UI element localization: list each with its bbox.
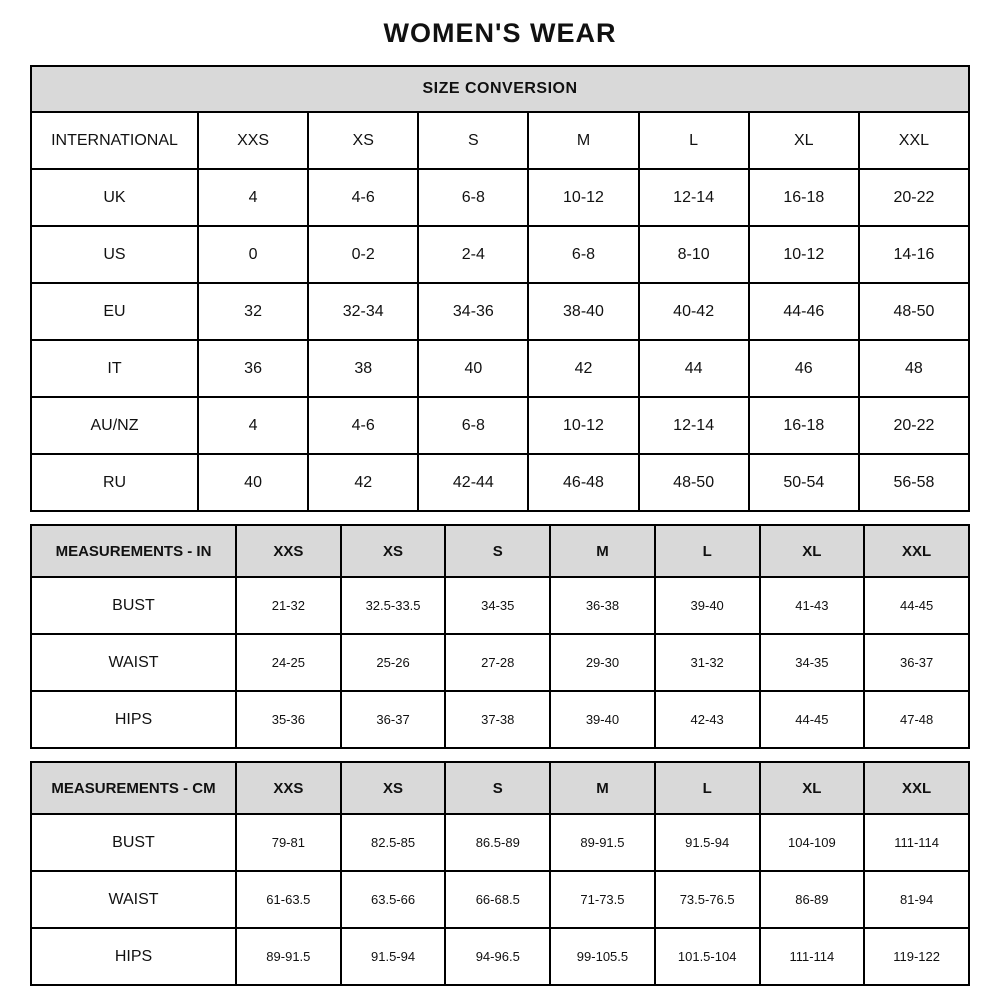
size-cell: 48 (859, 340, 969, 397)
measurement-cell: 37-38 (445, 691, 550, 748)
size-cell: 4-6 (308, 397, 418, 454)
size-col-header: XL (760, 762, 865, 814)
size-cell: 40 (418, 340, 528, 397)
size-col-header: XXS (236, 762, 341, 814)
size-cell: 42 (528, 340, 638, 397)
size-col-header: XL (760, 525, 865, 577)
row-label: UK (31, 169, 198, 226)
size-col-header: XXS (236, 525, 341, 577)
size-col-header: S (445, 762, 550, 814)
measurement-cell: 73.5-76.5 (655, 871, 760, 928)
size-cell: 10-12 (528, 169, 638, 226)
size-col-header: XL (749, 112, 859, 169)
corner-label: MEASUREMENTS - IN (31, 525, 236, 577)
measurement-cell: 21-32 (236, 577, 341, 634)
size-col-header: M (528, 112, 638, 169)
size-cell: 32-34 (308, 283, 418, 340)
measurements-cm-header-row (31, 762, 969, 814)
measurement-cell: 47-48 (864, 691, 969, 748)
size-cell: 40-42 (639, 283, 749, 340)
size-cell: 48-50 (859, 283, 969, 340)
size-cell: 4-6 (308, 169, 418, 226)
measurement-cell: 101.5-104 (655, 928, 760, 985)
measurement-cell: 36-37 (864, 634, 969, 691)
size-cell: 36 (198, 340, 308, 397)
size-cell: 16-18 (749, 397, 859, 454)
measurement-cell: 25-26 (341, 634, 446, 691)
size-cell: 40 (198, 454, 308, 511)
measurements-in-table (30, 524, 970, 749)
size-cell: 14-16 (859, 226, 969, 283)
table-row (31, 397, 969, 454)
size-cell: 48-50 (639, 454, 749, 511)
row-label: RU (31, 454, 198, 511)
measurement-cell: 29-30 (550, 634, 655, 691)
measurement-cell: 111-114 (864, 814, 969, 871)
size-cell: 32 (198, 283, 308, 340)
row-label: IT (31, 340, 198, 397)
measurement-cell: 32.5-33.5 (341, 577, 446, 634)
size-cell: 0 (198, 226, 308, 283)
measurement-cell: 99-105.5 (550, 928, 655, 985)
measurement-cell: 36-37 (341, 691, 446, 748)
measurement-cell: 36-38 (550, 577, 655, 634)
table-row (31, 928, 969, 985)
size-col-header: XXS (198, 112, 308, 169)
measurement-cell: 104-109 (760, 814, 865, 871)
measurement-cell: 39-40 (550, 691, 655, 748)
measurement-cell: 89-91.5 (236, 928, 341, 985)
size-cell: 20-22 (859, 397, 969, 454)
size-cell: 12-14 (639, 397, 749, 454)
table-row (31, 283, 969, 340)
row-label: US (31, 226, 198, 283)
size-cell: 6-8 (528, 226, 638, 283)
table-row (31, 691, 969, 748)
size-col-header: XXL (864, 762, 969, 814)
size-cell: 20-22 (859, 169, 969, 226)
row-label: BUST (31, 577, 236, 634)
row-label: EU (31, 283, 198, 340)
size-cell: 10-12 (749, 226, 859, 283)
table-band-row (31, 66, 969, 112)
size-cell: 16-18 (749, 169, 859, 226)
row-label: HIPS (31, 691, 236, 748)
size-cell: 38-40 (528, 283, 638, 340)
measurement-cell: 44-45 (760, 691, 865, 748)
size-cell: 46 (749, 340, 859, 397)
size-cell: 38 (308, 340, 418, 397)
size-col-header: XS (341, 525, 446, 577)
size-cell: 2-4 (418, 226, 528, 283)
measurement-cell: 66-68.5 (445, 871, 550, 928)
table-row (31, 340, 969, 397)
size-cell: 34-36 (418, 283, 528, 340)
size-cell: 56-58 (859, 454, 969, 511)
row-label: AU/NZ (31, 397, 198, 454)
size-col-header: L (655, 525, 760, 577)
row-label: WAIST (31, 871, 236, 928)
table-row (31, 226, 969, 283)
measurement-cell: 42-43 (655, 691, 760, 748)
measurement-cell: 71-73.5 (550, 871, 655, 928)
size-cell: 42-44 (418, 454, 528, 511)
table-row (31, 814, 969, 871)
size-col-header: XXL (859, 112, 969, 169)
measurement-cell: 79-81 (236, 814, 341, 871)
size-header-row (31, 112, 969, 169)
measurement-cell: 81-94 (864, 871, 969, 928)
size-cell: 10-12 (528, 397, 638, 454)
measurement-cell: 91.5-94 (655, 814, 760, 871)
size-cell: 4 (198, 169, 308, 226)
measurement-cell: 94-96.5 (445, 928, 550, 985)
corner-label: INTERNATIONAL (31, 112, 198, 169)
size-col-header: S (445, 525, 550, 577)
size-cell: 6-8 (418, 397, 528, 454)
table-row (31, 169, 969, 226)
size-cell: 44 (639, 340, 749, 397)
size-col-header: XS (308, 112, 418, 169)
measurement-cell: 24-25 (236, 634, 341, 691)
measurements-cm-table (30, 761, 970, 986)
size-cell: 4 (198, 397, 308, 454)
size-col-header: M (550, 525, 655, 577)
size-cell: 6-8 (418, 169, 528, 226)
measurement-cell: 119-122 (864, 928, 969, 985)
size-cell: 46-48 (528, 454, 638, 511)
measurement-cell: 31-32 (655, 634, 760, 691)
measurement-cell: 39-40 (655, 577, 760, 634)
size-cell: 42 (308, 454, 418, 511)
row-label: HIPS (31, 928, 236, 985)
corner-label: MEASUREMENTS - CM (31, 762, 236, 814)
table-row (31, 871, 969, 928)
measurement-cell: 34-35 (445, 577, 550, 634)
size-col-header: XS (341, 762, 446, 814)
measurement-cell: 35-36 (236, 691, 341, 748)
size-col-header: S (418, 112, 528, 169)
measurement-cell: 27-28 (445, 634, 550, 691)
table-row (31, 577, 969, 634)
measurements-in-header-row (31, 525, 969, 577)
measurement-cell: 82.5-85 (341, 814, 446, 871)
measurement-cell: 111-114 (760, 928, 865, 985)
table-row (31, 634, 969, 691)
measurement-cell: 41-43 (760, 577, 865, 634)
table-row (31, 454, 969, 511)
page-title: WOMEN'S WEAR (383, 18, 617, 48)
measurement-cell: 91.5-94 (341, 928, 446, 985)
size-cell: 12-14 (639, 169, 749, 226)
size-col-header: XXL (864, 525, 969, 577)
row-label: BUST (31, 814, 236, 871)
size-conversion-band: SIZE CONVERSION (31, 66, 969, 112)
size-cell: 44-46 (749, 283, 859, 340)
size-col-header: L (655, 762, 760, 814)
size-cell: 0-2 (308, 226, 418, 283)
measurement-cell: 44-45 (864, 577, 969, 634)
measurement-cell: 86.5-89 (445, 814, 550, 871)
measurement-cell: 86-89 (760, 871, 865, 928)
size-cell: 50-54 (749, 454, 859, 511)
measurement-cell: 34-35 (760, 634, 865, 691)
size-col-header: M (550, 762, 655, 814)
size-conversion-table (30, 65, 970, 512)
measurement-cell: 61-63.5 (236, 871, 341, 928)
size-cell: 8-10 (639, 226, 749, 283)
measurement-cell: 63.5-66 (341, 871, 446, 928)
measurement-cell: 89-91.5 (550, 814, 655, 871)
row-label: WAIST (31, 634, 236, 691)
size-col-header: L (639, 112, 749, 169)
